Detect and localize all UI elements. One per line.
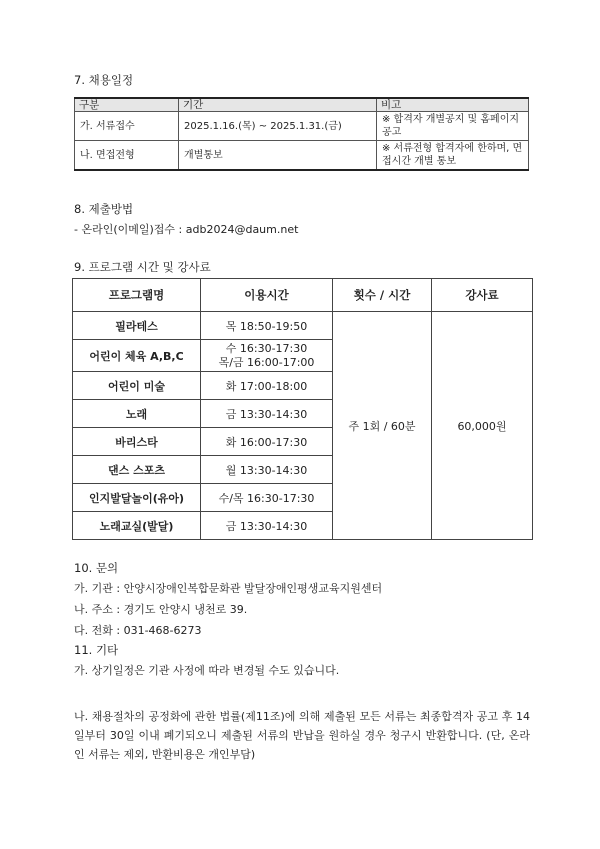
other-item-2: 나. 채용절차의 공정화에 관한 법률(제11조)에 의해 제출된 모든 서류는 최종합격자 공고 후 14일부터 30일 이내 폐기되오니 제출된 서류의 반납을 원하실 경우 청구시 반환합니다. (단, 온라인 서류는 제외, 반환비용은 개인부담) <box>74 710 530 761</box>
program-name: 어린이 체육 A,B,C <box>73 340 201 372</box>
schedule-row <box>75 141 529 171</box>
program-header-time: 이용시간 <box>201 279 333 312</box>
program-table <box>72 278 533 540</box>
submission-line: - 온라인(이메일)접수 : adb2024@daum.net <box>74 223 299 236</box>
schedule-header-period: 기간 <box>179 98 377 112</box>
schedule-category: 나. 면접전형 <box>75 141 179 171</box>
schedule-header-note: 비고 <box>377 98 529 112</box>
program-name: 댄스 스포츠 <box>73 456 201 484</box>
program-name: 바리스타 <box>73 428 201 456</box>
other-item-1: 가. 상기일정은 기관 사정에 따라 변경될 수도 있습니다. <box>74 664 340 677</box>
section-11-heading: 11. 기타 <box>74 643 119 657</box>
program-time: 화 17:00-18:00 <box>201 372 333 400</box>
schedule-period: 개별통보 <box>179 141 377 171</box>
program-time: 월 13:30-14:30 <box>201 456 333 484</box>
program-time-line: 수 16:30-17:30 <box>225 341 308 355</box>
program-name: 노래교실(발달) <box>73 512 201 540</box>
program-name: 노래 <box>73 400 201 428</box>
schedule-category: 가. 서류접수 <box>75 112 179 141</box>
section-8-heading: 8. 제출방법 <box>74 202 134 216</box>
program-time <box>201 340 333 372</box>
program-row <box>73 312 533 340</box>
schedule-header-category: 구분 <box>75 98 179 112</box>
program-name: 필라테스 <box>73 312 201 340</box>
program-header-frequency: 횟수 / 시간 <box>333 279 432 312</box>
program-time-line: 목/금 16:00-17:00 <box>218 355 315 369</box>
section-7-heading: 7. 채용일정 <box>74 73 134 87</box>
inquiry-address: 나. 주소 : 경기도 안양시 냉천로 39. <box>74 603 248 616</box>
schedule-period: 2025.1.16.(목) ~ 2025.1.31.(금) <box>179 112 377 141</box>
program-time: 금 13:30-14:30 <box>201 400 333 428</box>
program-time: 목 18:50-19:50 <box>201 312 333 340</box>
schedule-table <box>74 97 529 171</box>
program-fee: 60,000원 <box>432 312 533 540</box>
section-9-heading: 9. 프로그램 시간 및 강사료 <box>74 260 211 274</box>
inquiry-phone: 다. 전화 : 031-468-6273 <box>74 624 202 637</box>
program-time: 금 13:30-14:30 <box>201 512 333 540</box>
program-frequency: 주 1회 / 60분 <box>333 312 432 540</box>
program-header-fee: 강사료 <box>432 279 533 312</box>
program-time: 화 16:00-17:30 <box>201 428 333 456</box>
schedule-note: ※ 서류전형 합격자에 한하며, 면접시간 개별 통보 <box>377 141 529 171</box>
schedule-row <box>75 112 529 141</box>
program-header-name: 프로그램명 <box>73 279 201 312</box>
program-time: 수/목 16:30-17:30 <box>201 484 333 512</box>
schedule-note: ※ 합격자 개별공지 및 홈페이지 공고 <box>377 112 529 141</box>
program-name: 어린이 미술 <box>73 372 201 400</box>
inquiry-org: 가. 기관 : 안양시장애인복합문화관 발달장애인평생교육지원센터 <box>74 582 383 595</box>
program-name: 인지발달놀이(유아) <box>73 484 201 512</box>
section-10-heading: 10. 문의 <box>74 561 119 575</box>
